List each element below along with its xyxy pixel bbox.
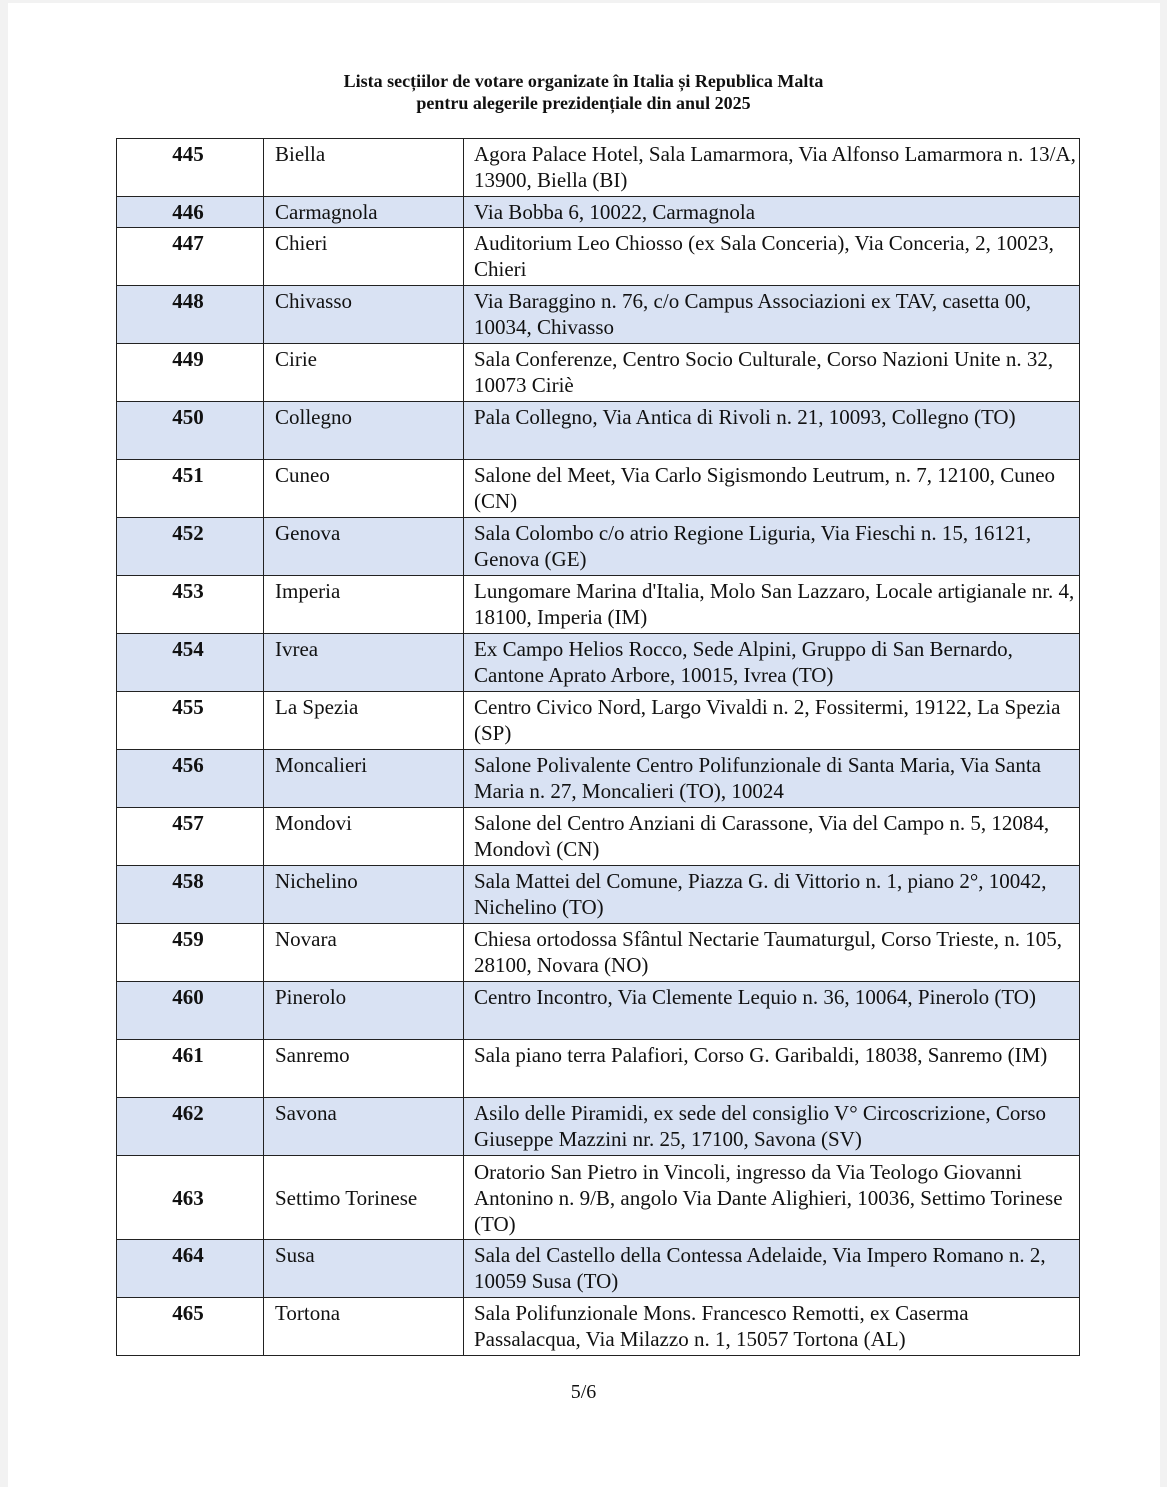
- station-address: Salone del Meet, Via Carlo Sigismondo Leutrum, n. 7, 12100, Cuneo (CN): [464, 460, 1080, 518]
- table-row: [117, 228, 1080, 286]
- station-address: Sala Colombo c/o atrio Regione Liguria, Via Fieschi n. 15, 16121, Genova (GE): [464, 518, 1080, 576]
- section-number: 445: [117, 139, 264, 197]
- city-name: Nichelino: [264, 866, 464, 924]
- table-row: [117, 634, 1080, 692]
- page-number: 5/6: [570, 1381, 597, 1403]
- section-number: 452: [117, 518, 264, 576]
- station-address: Sala Polifunzionale Mons. Francesco Remotti, ex Caserma Passalacqua, Via Milazzo n. 1, 15057 Tortona (AL): [464, 1298, 1080, 1356]
- city-name: Mondovi: [264, 808, 464, 866]
- station-address: Centro Incontro, Via Clemente Lequio n. 36, 10064, Pinerolo (TO): [464, 982, 1080, 1040]
- section-number: 460: [117, 982, 264, 1040]
- city-name: Collegno: [264, 402, 464, 460]
- city-name: Susa: [264, 1240, 464, 1298]
- section-number: 459: [117, 924, 264, 982]
- station-address: Sala Conferenze, Centro Socio Culturale, Corso Nazioni Unite n. 32, 10073 Ciriè: [464, 344, 1080, 402]
- city-name: Sanremo: [264, 1040, 464, 1098]
- section-number: 448: [117, 286, 264, 344]
- city-name: Carmagnola: [264, 197, 464, 228]
- table-row: [117, 344, 1080, 402]
- city-name: Savona: [264, 1098, 464, 1156]
- city-name: Genova: [264, 518, 464, 576]
- section-number: 449: [117, 344, 264, 402]
- table-row: [117, 1240, 1080, 1298]
- table-row: [117, 197, 1080, 228]
- table-row: [117, 518, 1080, 576]
- city-name: La Spezia: [264, 692, 464, 750]
- section-number: 454: [117, 634, 264, 692]
- station-address: Asilo delle Piramidi, ex sede del consiglio V° Circoscrizione, Corso Giuseppe Mazzini nr. 25, 17100, Savona (SV): [464, 1098, 1080, 1156]
- section-number: 455: [117, 692, 264, 750]
- section-number: 457: [117, 808, 264, 866]
- city-name: Tortona: [264, 1298, 464, 1356]
- section-number: 462: [117, 1098, 264, 1156]
- table-row: [117, 924, 1080, 982]
- table-row: [117, 982, 1080, 1040]
- section-number: 447: [117, 228, 264, 286]
- station-address: Sala piano terra Palafiori, Corso G. Garibaldi, 18038, Sanremo (IM): [464, 1040, 1080, 1098]
- section-number: 451: [117, 460, 264, 518]
- city-name: Pinerolo: [264, 982, 464, 1040]
- table-row: [117, 286, 1080, 344]
- section-number: 463: [117, 1156, 264, 1240]
- station-address: Agora Palace Hotel, Sala Lamarmora, Via Alfonso Lamarmora n. 13/A, 13900, Biella (BI): [464, 139, 1080, 197]
- station-address: Sala Mattei del Comune, Piazza G. di Vittorio n. 1, piano 2°, 10042, Nichelino (TO): [464, 866, 1080, 924]
- table-row: [117, 1040, 1080, 1098]
- station-address: Salone del Centro Anziani di Carassone, Via del Campo n. 5, 12084, Mondovì (CN): [464, 808, 1080, 866]
- city-name: Chivasso: [264, 286, 464, 344]
- city-name: Biella: [264, 139, 464, 197]
- polling-stations-table: [116, 138, 1080, 1356]
- station-address: Lungomare Marina d'Italia, Molo San Lazzaro, Locale artigianale nr. 4, 18100, Imperia (IM): [464, 576, 1080, 634]
- table-row: [117, 750, 1080, 808]
- section-number: 446: [117, 197, 264, 228]
- station-address: Centro Civico Nord, Largo Vivaldi n. 2, Fossitermi, 19122, La Spezia (SP): [464, 692, 1080, 750]
- city-name: Settimo Torinese: [264, 1156, 464, 1240]
- table-row: [117, 692, 1080, 750]
- city-name: Imperia: [264, 576, 464, 634]
- station-address: Chiesa ortodossa Sfântul Nectarie Taumaturgul, Corso Trieste, n. 105, 28100, Novara (NO): [464, 924, 1080, 982]
- table-row: [117, 1156, 1080, 1240]
- station-address: Auditorium Leo Chiosso (ex Sala Conceria), Via Conceria, 2, 10023, Chieri: [464, 228, 1080, 286]
- table-row: [117, 139, 1080, 197]
- section-number: 456: [117, 750, 264, 808]
- table-row: [117, 402, 1080, 460]
- title-line-2: pentru alegerile prezidențiale din anul 2025: [416, 93, 751, 113]
- section-number: 453: [117, 576, 264, 634]
- city-name: Ivrea: [264, 634, 464, 692]
- section-number: 458: [117, 866, 264, 924]
- section-number: 465: [117, 1298, 264, 1356]
- table-row: [117, 866, 1080, 924]
- city-name: Cirie: [264, 344, 464, 402]
- title-line-1: Lista secțiilor de votare organizate în Italia și Republica Malta: [343, 71, 824, 91]
- document-title: [0, 70, 1167, 114]
- table-row: [117, 460, 1080, 518]
- station-address: Ex Campo Helios Rocco, Sede Alpini, Gruppo di San Bernardo, Cantone Aprato Arbore, 10015, Ivrea (TO): [464, 634, 1080, 692]
- table-row: [117, 1298, 1080, 1356]
- station-address: Pala Collegno, Via Antica di Rivoli n. 21, 10093, Collegno (TO): [464, 402, 1080, 460]
- section-number: 450: [117, 402, 264, 460]
- city-name: Moncalieri: [264, 750, 464, 808]
- section-number: 461: [117, 1040, 264, 1098]
- table-row: [117, 576, 1080, 634]
- city-name: Chieri: [264, 228, 464, 286]
- station-address: Oratorio San Pietro in Vincoli, ingresso da Via Teologo Giovanni Antonino n. 9/B, angolo Via Dante Alighieri, 10036, Settimo Torinese (TO): [464, 1156, 1080, 1240]
- station-address: Salone Polivalente Centro Polifunzionale di Santa Maria, Via Santa Maria n. 27, Moncalieri (TO), 10024: [464, 750, 1080, 808]
- table-row: [117, 1098, 1080, 1156]
- city-name: Novara: [264, 924, 464, 982]
- table-row: [117, 808, 1080, 866]
- section-number: 464: [117, 1240, 264, 1298]
- city-name: Cuneo: [264, 460, 464, 518]
- station-address: Via Baraggino n. 76, c/o Campus Associazioni ex TAV, casetta 00, 10034, Chivasso: [464, 286, 1080, 344]
- station-address: Sala del Castello della Contessa Adelaide, Via Impero Romano n. 2, 10059 Susa (TO): [464, 1240, 1080, 1298]
- station-address: Via Bobba 6, 10022, Carmagnola: [464, 197, 1080, 228]
